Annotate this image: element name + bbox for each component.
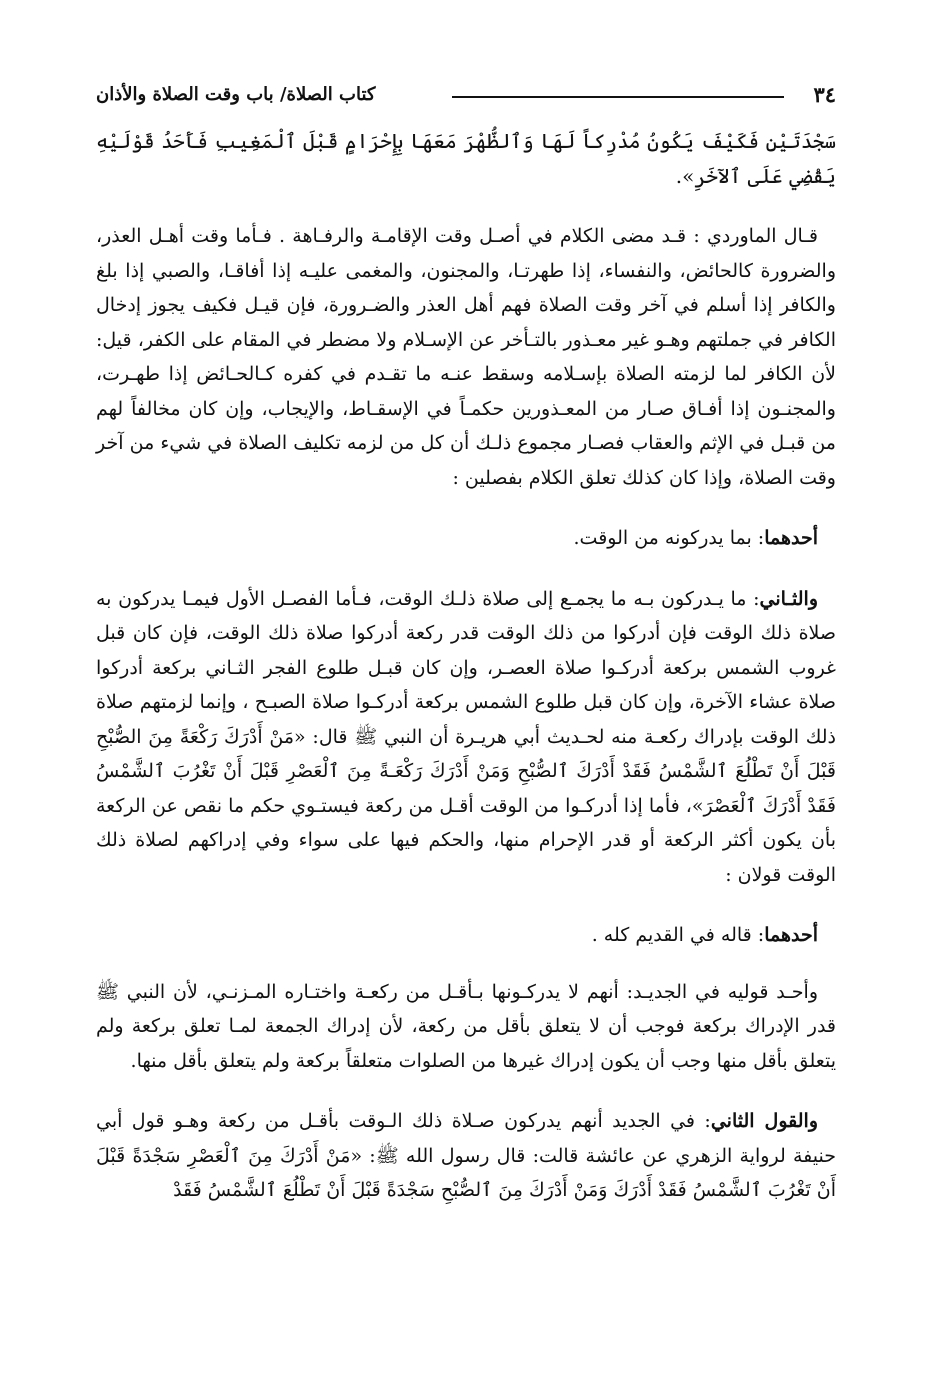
paragraph-text: وأحـد قوليه في الجديـد: أنهم لا يدركـونها بـأقـل من ركعـة واختـاره المـزنـي، لأن النبي ﷺ قدر الإدراك بركعة فوجب أن لا يتعلق بأقل من ركعة، لأن إدراك الجمعة لمـا تعلق بركعة ولم يتعلق بأقل منها وجب أن يكون إدراك غيرها من الصلوات متعلقاً بركعة ولم يتعلق بأقل منها. xyxy=(96,980,836,1072)
paragraph-lead: أحدهما xyxy=(764,924,818,946)
paragraph-text: : بما يدركونه من الوقت. xyxy=(573,527,765,549)
paragraph-mawardi xyxy=(96,219,836,495)
paragraph-second-opinion xyxy=(96,1104,836,1208)
running-title: كتاب الصلاة/ باب وقت الصلاة والأذان xyxy=(96,84,376,105)
paragraph-second-chapter xyxy=(96,582,836,893)
paragraph-lead: والقول الثاني xyxy=(710,1110,818,1132)
paragraph-text: : ما يـدركون بـه ما يجمـع إلى صلاة ذلـك الوقت، فـأما الفصـل الأول فيمـا يدركون به صلاة ذلك الوقت فإن أدركوا من ذلك الوقت قدر ركعة أدركوا صلاة ذلك الوقت، فإن كان قبل غروب الشمس بركعة أدركـوا صلاة العصـر، وإن كان قبـل طلوع الفجر الثـاني بركعة أدركوا صلاة عشاء الآخرة، وإن كان قبل طلوع الشمس بركعة أدركـوا صلاة الصبـح ، وإنما لزمتهم صلاة ذلك الوقت بإدراك ركعـة منه لحـديث أبي هريـرة أن النبي ﷺ قال: «مَنْ أَدْرَكَ رَكْعَةً مِنَ الصُّبْحِ قَبْلَ أَنْ تَطْلُعَ ٱلشَّمْسُ فَقَدْ أَدْرَكَ ٱلصُّبْحِ وَمَنْ أَدْرَكَ رَكْعَـةً مِنَ ٱلْعَصْرِ قَبْلَ أَنْ تَغْرُبَ ٱلشَّمْسُ فَقَدْ أَدْرَكَ ٱلْعَصْرَ»، فأما إذا أدركـوا من الوقت أقـل من ركعة فيستـوي حكم ما نقص عن الركعة بأن يكون أكثر الركعة أو قدر الإحرام منها، والحكم فيها على سواء وفي إدراكهم لصلاة ذلك الوقت قولان : xyxy=(96,587,836,886)
page-number: ٣٤ xyxy=(813,82,836,107)
paragraph-text: قـال الماوردي : قـد مضى الكلام في أصـل وقت الإقامـة والرفـاهة . فـأما وقت أهـل العذر، والضرورة كالحائض، والنفساء، إذا طهرتـا، والمجنون، والمغمى عليـه إذا أفاقـا، والصبي إذا بلغ والكافر إذا أسلم في آخر وقت الصلاة فهم أهل العذر والضـرورة، فإن قيـل فكيف يجوز إدخال الكافر في جملتهم وهـو غير معـذور بالتـأخر عن الإسـلام ولا مضطر في المقام على الكفر، قيل: لأن الكافر لما لزمته الصلاة بإسـلامه وسقط عنـه ما تقـدم في كفره كـالحـائض إذا طهـرت، والمجنـون إذا أفـاق صـار من المعـذورين حكمـاً في الإسقـاط، والإيجاب، وإن كان مخالفاً لهم من قبـل في الإثم والعقاب فصـار مجموع ذلـك أن كل من لزمه تكليف الصلاة في شيء من آخر وقت الصلاة، وإذا كان كذلك تعلق الكلام بفصلين : xyxy=(96,225,836,489)
page-header xyxy=(96,80,836,110)
header-rule xyxy=(452,96,784,98)
paragraph-lead: والثـاني xyxy=(759,587,818,610)
paragraph-new-opinion xyxy=(96,975,836,1079)
paragraph-first-chapter xyxy=(96,521,836,556)
paragraph-text: سَجْدَتَيْنِ فَكَيْفَ يَكُونُ مُدْرِكاً لَهَا وَٱلظُّهْرَ مَعَهَا بِإِحْرَامٍ قَبْلَ ٱلْمَغِيبِ فَأَحَدُ قَوْلَيْهِ يَقْضِي عَلَى ٱلآخَرِ». xyxy=(96,129,836,188)
paragraph-text: : في الجديد أنهم يدركون صـلاة ذلك الـوقت بأقـل من ركعة وهـو قول أبي حنيفة لرواية الزهري عن عائشة قالت: قال رسول الله ﷺ: «مَنْ أَدْرَكَ مِنَ ٱلْعَصْرِ سَجْدَةً قَبْلَ أَنْ تَغْرُبَ ٱلشَّمْسُ فَقَدْ أَدْرَكَ وَمَنْ أَدْرَكَ مِنَ ٱلصُّبْحِ سَجْدَةً قَبْلَ أَنْ تَطْلُعَ ٱلشَّمْسُ فَقَدْ xyxy=(96,1110,836,1201)
page-body xyxy=(96,124,836,1234)
paragraph-lead: أحدهما xyxy=(764,527,818,549)
paragraph-quote-continuation xyxy=(96,124,836,193)
paragraph-first-opinion xyxy=(96,918,836,953)
paragraph-text: : قاله في القديم كله . xyxy=(591,924,765,946)
